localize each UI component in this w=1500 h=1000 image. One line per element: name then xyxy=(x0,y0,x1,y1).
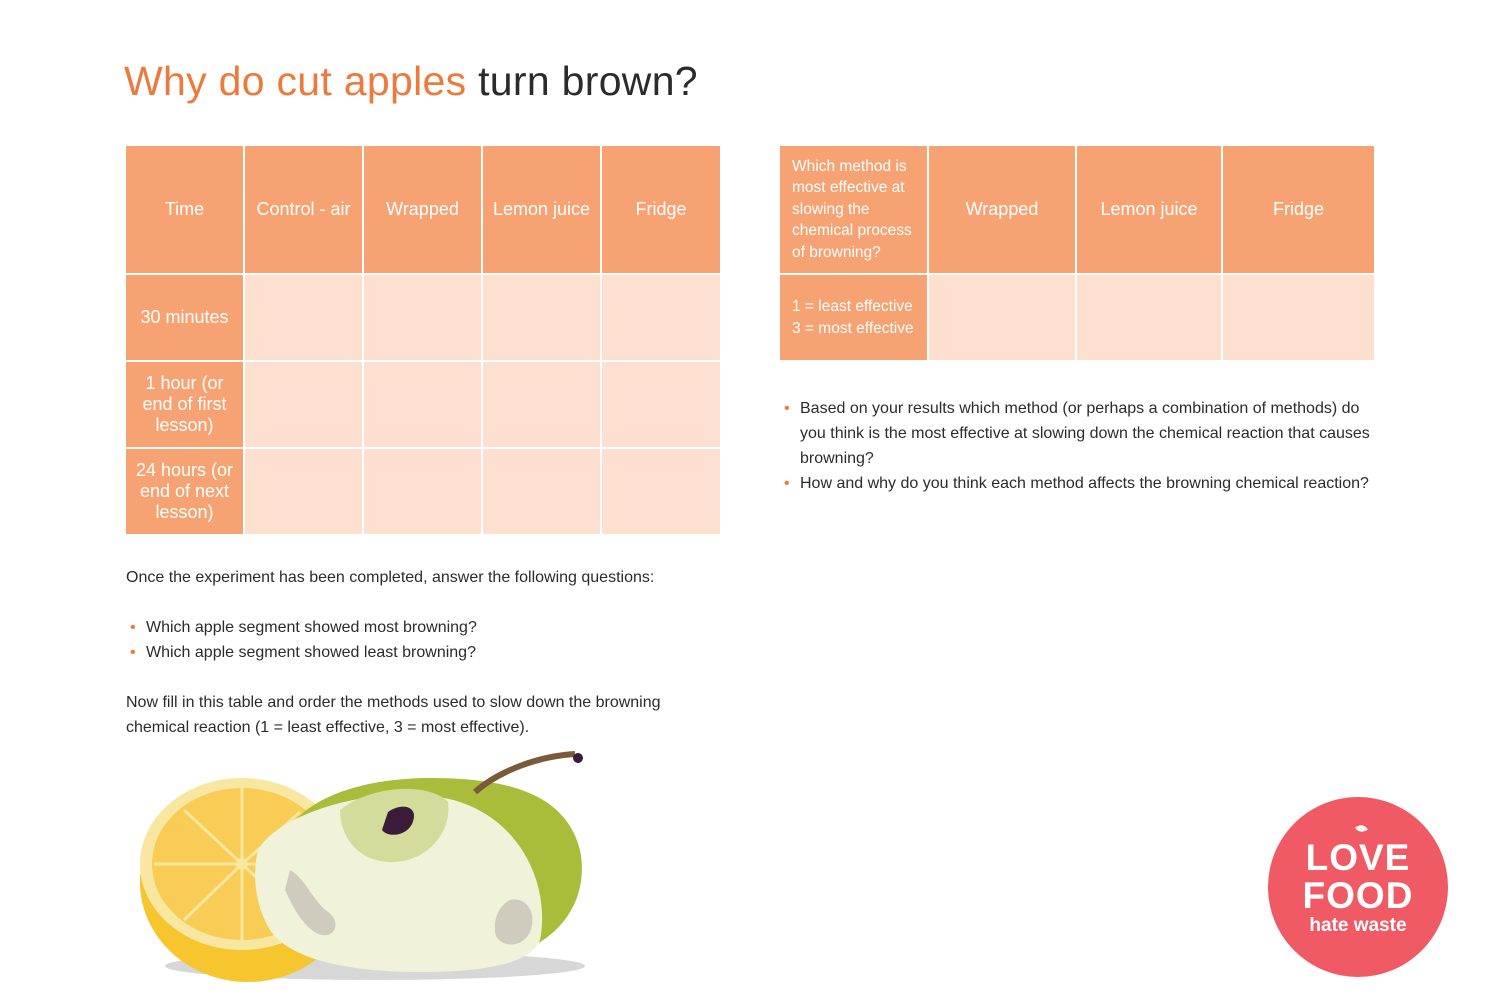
ranking-question-header: Which method is most effective at slowing the chemical process of browning? xyxy=(779,145,928,274)
row-label-30-minutes: 30 minutes xyxy=(125,274,244,361)
logo-line-hate-waste: hate waste xyxy=(1309,915,1407,936)
list-item: • Which apple segment showed least browning? xyxy=(126,640,686,665)
result-cell[interactable] xyxy=(363,448,482,535)
question-list xyxy=(126,615,686,665)
lemon-and-apple-illustration xyxy=(130,740,590,990)
result-cell[interactable] xyxy=(482,361,601,448)
discussion-list xyxy=(780,396,1380,496)
ranking-cell[interactable] xyxy=(928,274,1076,361)
header-time: Time xyxy=(125,145,244,274)
apple-icon xyxy=(255,753,583,972)
page-title-rest: turn brown? xyxy=(478,58,698,104)
result-cell[interactable] xyxy=(244,361,363,448)
ranking-header-fridge: Fridge xyxy=(1222,145,1375,274)
result-cell[interactable] xyxy=(601,448,721,535)
page-title xyxy=(124,58,698,105)
header-lemon-juice: Lemon juice xyxy=(482,145,601,274)
logo-line-food: FOOD xyxy=(1302,875,1414,916)
result-cell[interactable] xyxy=(601,361,721,448)
instruction-text: Now fill in this table and order the methods used to slow down the browning chemical reaction (1 = least effective, 3 = most effective). xyxy=(126,694,661,736)
leaf-icon xyxy=(1355,823,1368,833)
ranking-key xyxy=(779,274,928,361)
ranking-key-most: 3 = most effective xyxy=(792,319,914,337)
ranking-table xyxy=(778,144,1376,362)
row-label-1-hour: 1 hour (or end of first lesson) xyxy=(125,361,244,448)
header-control-air: Control - air xyxy=(244,145,363,274)
list-item: • Based on your results which method (or perhaps a combination of methods) do you think is the most effective at slowing down the chemical reaction that causes browning? xyxy=(780,396,1380,471)
page-title-accent: Why do cut apples xyxy=(124,58,467,104)
result-cell[interactable] xyxy=(363,274,482,361)
ranking-cell[interactable] xyxy=(1222,274,1375,361)
intro-text: Once the experiment has been completed, answer the following questions: xyxy=(126,569,655,586)
result-cell[interactable] xyxy=(363,361,482,448)
header-fridge: Fridge xyxy=(601,145,721,274)
ranking-cell[interactable] xyxy=(1076,274,1222,361)
list-item: • How and why do you think each method affects the browning chemical reaction? xyxy=(780,471,1380,496)
logo-line-love: LOVE xyxy=(1305,837,1411,878)
list-item: • Which apple segment showed most browning? xyxy=(126,615,686,640)
header-wrapped: Wrapped xyxy=(363,145,482,274)
ranking-header-wrapped: Wrapped xyxy=(928,145,1076,274)
result-cell[interactable] xyxy=(482,274,601,361)
row-label-24-hours: 24 hours (or end of next lesson) xyxy=(125,448,244,535)
result-cell[interactable] xyxy=(244,274,363,361)
ranking-key-least: 1 = least effective xyxy=(792,297,913,315)
result-cell[interactable] xyxy=(601,274,721,361)
love-food-hate-waste-logo xyxy=(1268,797,1448,977)
result-cell[interactable] xyxy=(244,448,363,535)
results-table xyxy=(124,144,722,536)
ranking-header-lemon-juice: Lemon juice xyxy=(1076,145,1222,274)
result-cell[interactable] xyxy=(482,448,601,535)
